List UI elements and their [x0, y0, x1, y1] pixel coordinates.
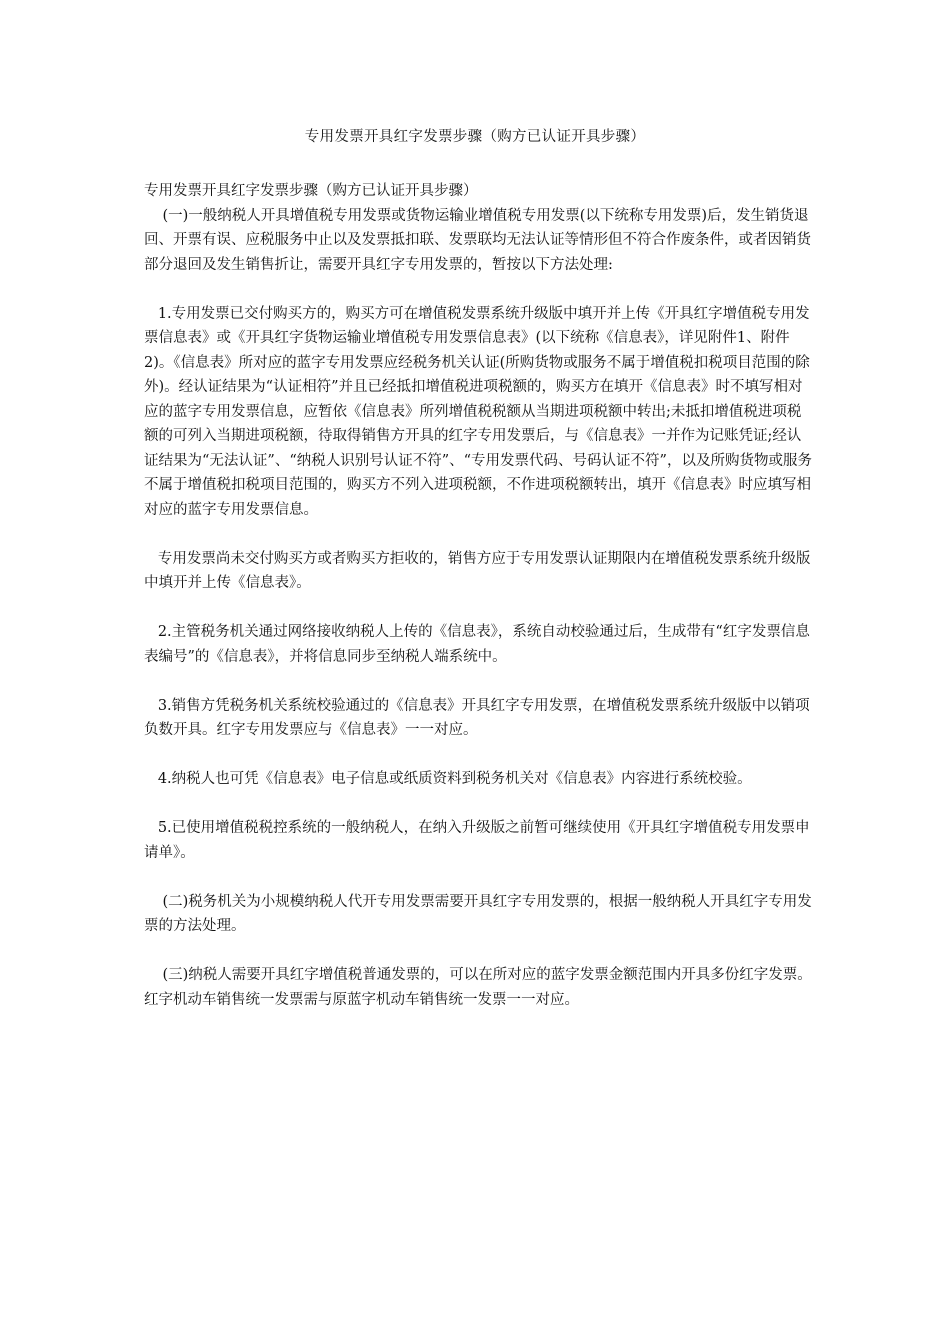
paragraph-gap [144, 596, 812, 621]
paragraph-gap [144, 865, 812, 890]
paragraph-gap [144, 669, 812, 694]
paragraph-gap [144, 522, 812, 547]
paragraph-3: 专用发票尚未交付购买方或者购买方拒收的，销售方应于专用发票认证期限内在增值税发票系统升级版中填开并上传《信息表》。 [144, 550, 811, 591]
paragraph-9: (三)纳税人需要开具红字增值税普通发票的，可以在所对应的蓝字发票金额范围内开具多份红字发票。红字机动车销售统一发票需与原蓝字机动车销售统一发票一一对应。 [144, 967, 812, 1008]
paragraph-2: 1.专用发票已交付购买方的，购买方可在增值税发票系统升级版中填开并上传《开具红字增值税专用发票信息表》或《开具红字货物运输业增值税专用发票信息表》(以下统称《信息表》，详见附件1、附件2)。《信息表》所对应的蓝字专用发票应经税务机关认证(所购货物或服务不属于增值税扣税项目范围的除外)。经认证结果为“认证相符”并且已经抵扣增值税进项税额的，购买方在填开《信息表》时不填写相对应的蓝字专用发票信息，应暂依《信息表》所列增值税税额从当期进项税额中转出;未抵扣增值税进项税额的可列入当期进项税额，待取得销售方开具的红字专用发票后，与《信息表》一并作为记账凭证;经认证结果为“无法认证”、“纳税人识别号认证不符”、“专用发票代码、号码认证不符”，以及所购货物或服务不属于增值税扣税项目范围的，购买方不列入进项税额，不作进项税额转出，填开《信息表》时应填写相对应的蓝字专用发票信息。 [144, 305, 812, 518]
paragraph-6: 4.纳税人也可凭《信息表》电子信息或纸质资料到税务机关对《信息表》内容进行系统校验。 [144, 771, 752, 787]
paragraph-gap [144, 743, 812, 768]
paragraph-7: 5.已使用增值税税控系统的一般纳税人，在纳入升级版之前暂可继续使用《开具红字增值税专用发票申请单》。 [144, 820, 810, 861]
paragraph-4: 2.主管税务机关通过网络接收纳税人上传的《信息表》，系统自动校验通过后，生成带有“红字发票信息表编号”的《信息表》，并将信息同步至纳税人端系统中。 [144, 624, 810, 665]
paragraph-gap [144, 939, 812, 964]
paragraph-gap [144, 792, 812, 817]
document-subtitle: 专用发票开具红字发票步骤（购方已认证开具步骤） [144, 183, 478, 199]
paragraph-1: (一)一般纳税人开具增值税专用发票或货物运输业增值税专用发票(以下统称专用发票)后，发生销货退回、开票有误、应税服务中止以及发票抵扣联、发票联均无法认证等情形但不符合作废条件，或者因销货部分退回及发生销售折让，需要开具红字专用发票的，暂按以下方法处理: [144, 207, 811, 273]
paragraph-8: (二)税务机关为小规模纳税人代开专用发票需要开具红字专用发票的，根据一般纳税人开具红字专用发票的方法处理。 [144, 893, 812, 934]
document-title: 专用发票开具红字发票步骤（购方已认证开具步骤） [304, 129, 646, 145]
document-body [144, 179, 812, 1012]
paragraph-5: 3.销售方凭税务机关系统校验通过的《信息表》开具红字专用发票，在增值税发票系统升级版中以销项负数开具。红字专用发票应与《信息表》一一对应。 [144, 697, 810, 738]
paragraph-gap [144, 277, 812, 302]
